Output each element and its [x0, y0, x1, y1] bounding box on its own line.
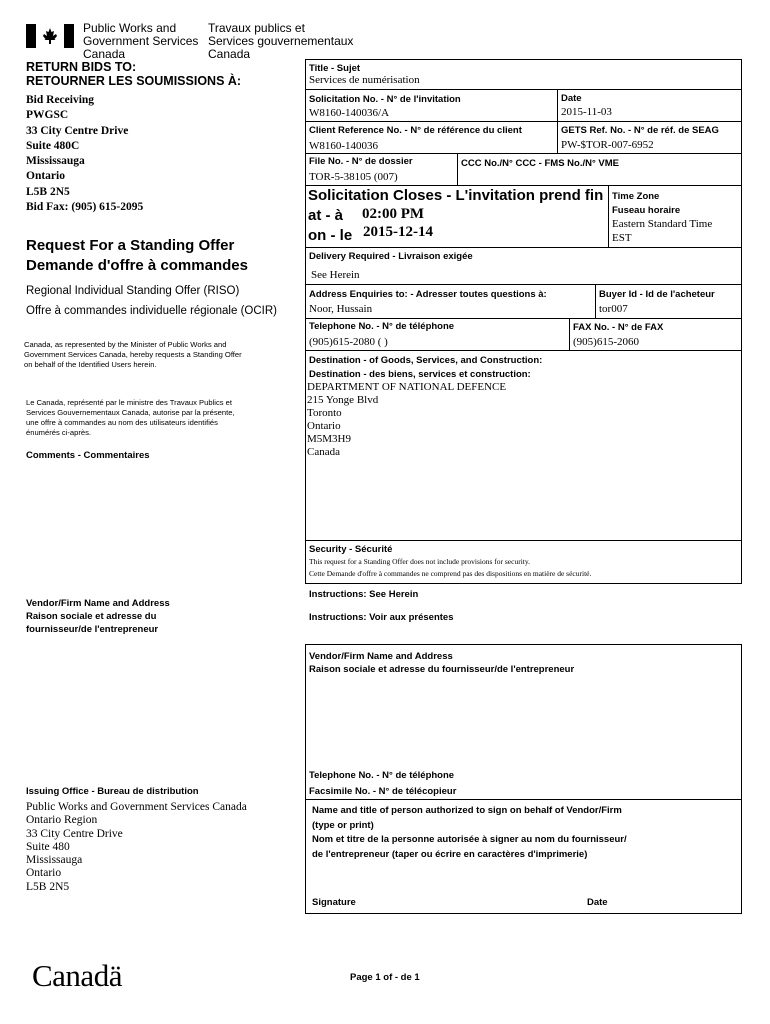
telephone-label: Telephone No. - N° de téléphone	[309, 321, 455, 332]
document-title: Request For a Standing Offer Demande d'offre à commandes	[26, 237, 248, 274]
page-number: Page 1 of - de 1	[350, 972, 420, 983]
gets-ref-value: PW-$TOR-007-6952	[561, 139, 654, 151]
solicitation-closes-heading: Solicitation Closes - L'invitation prend fin	[308, 187, 604, 204]
comments-label: Comments - Commentaires	[26, 450, 150, 461]
security-text-en: This request for a Standing Offer does not include provisions for security.	[309, 557, 530, 566]
file-no-value: TOR-5-38105 (007)	[309, 171, 398, 183]
fax-value: (905)615-2060	[573, 336, 639, 348]
time-zone-label: Time Zone Fuseau horaire	[612, 191, 681, 216]
canada-flag-icon	[26, 24, 74, 48]
file-no-label: File No. - N° de dossier	[309, 156, 413, 167]
security-label: Security - Sécurité	[309, 544, 393, 555]
solicitation-no-label: Solicitation No. - N° de l'invitation	[309, 94, 461, 105]
destination-label: Destination - of Goods, Services, and Construction: Destination - des biens, services et construction:	[309, 355, 543, 380]
dept-name-fr: Travaux publics et Services gouvernementaux Canada	[208, 21, 354, 61]
buyer-id-value: tor007	[599, 303, 628, 315]
canada-wordmark: Canadä	[32, 958, 122, 993]
signature-date-label: Date	[587, 897, 608, 908]
date-label: Date	[561, 93, 582, 104]
return-address: Bid Receiving PWGSC 33 City Centre Drive Suite 480C Mississauga Ontario L5B 2N5 Bid Fax: (905) 615-2095	[26, 94, 144, 214]
solicitation-no-value: W8160-140036/A	[309, 107, 390, 119]
client-reference-value: W8160-140036	[309, 140, 379, 152]
telephone-value: (905)615-2080 ( )	[309, 336, 388, 348]
time-zone-value: Eastern Standard Time EST	[612, 218, 713, 244]
date-value: 2015-11-03	[561, 106, 612, 118]
authorized-signer-field[interactable]	[308, 864, 738, 892]
title-value: Services de numérisation	[309, 74, 420, 86]
closing-date-value: 2015-12-14	[363, 224, 433, 240]
security-text-fr: Cette Demande d'offre à commandes ne comprend pas des dispositions en matière de sécurité.	[309, 569, 592, 578]
vendor-label-left: Vendor/Firm Name and Address Raison sociale et adresse du fournisseur/de l'entrepreneur	[26, 598, 170, 635]
delivery-required-label: Delivery Required - Livraison exigée	[309, 251, 473, 262]
dept-name-en: Public Works and Government Services Canada	[83, 21, 199, 61]
address-enquiries-label: Address Enquiries to: - Adresser toutes questions à:	[309, 289, 547, 300]
gets-ref-label: GETS Ref. No. - N° de réf. de SEAG	[561, 125, 719, 136]
vendor-telephone-label: Telephone No. - N° de téléphone	[309, 770, 455, 781]
buyer-id-label: Buyer Id - Id de l'acheteur	[599, 289, 715, 300]
closing-on-label: on - le	[308, 227, 353, 244]
closing-time-value: 02:00 PM	[362, 206, 425, 222]
vendor-name-label: Vendor/Firm Name and Address Raison sociale et adresse du fournisseur/de l'entrepreneur	[309, 651, 575, 675]
request-paragraph-fr: Le Canada, représenté par le ministre des Travaux Publics et Services Gouvernementaux Canada, autorise par la présente, une offre à commandes au nom des utilisateurs identifiés énumérés ci-après.	[26, 398, 235, 437]
instructions-fr: Instructions: Voir aux présentes	[309, 612, 454, 623]
ccc-no-label: CCC No./N° CCC - FMS No./N° VME	[461, 158, 620, 169]
signature-label: Signature	[312, 897, 356, 908]
vendor-fax-label: Facsimile No. - N° de télécopieur	[309, 786, 457, 797]
closing-at-label: at - à	[308, 207, 344, 224]
delivery-required-value: See Herein	[311, 269, 360, 281]
vendor-name-field[interactable]	[308, 678, 738, 766]
title-label: Title - Sujet	[309, 63, 361, 74]
request-paragraph-en: Canada, as represented by the Minister of Public Works and Government Services Canada, hereby requests a Standing Offer on behalf of the Identified Users herein.	[24, 340, 242, 369]
address-enquiries-value: Noor, Hussain	[309, 303, 373, 315]
client-reference-label: Client Reference No. - N° de référence du client	[309, 125, 522, 136]
fax-label: FAX No. - N° de FAX	[573, 322, 664, 333]
issuing-office-label: Issuing Office - Bureau de distribution	[26, 786, 199, 797]
destination-address: DEPARTMENT OF NATIONAL DEFENCE 215 Yonge Blvd Toronto Ontario M5M3H9 Canada	[307, 381, 507, 458]
offer-type: Regional Individual Standing Offer (RISO) Offre à commandes individuelle régionale (OCIR)	[26, 285, 277, 317]
authorized-signer-label: Name and title of person authorized to sign on behalf of Vendor/Firm (type or print) Nom et titre de la personne autorisée à signer au nom du fournisseur/ de l'entrepreneur (taper ou écrire en caractères d'imprimerie)	[312, 805, 627, 860]
instructions-en: Instructions: See Herein	[309, 589, 419, 600]
return-bids-heading: RETURN BIDS TO: RETOURNER LES SOUMISSIONS À:	[26, 60, 242, 88]
issuing-office-address: Public Works and Government Services Canada Ontario Region 33 City Centre Drive Suite 480 Mississauga Ontario L5B 2N5	[26, 801, 247, 893]
